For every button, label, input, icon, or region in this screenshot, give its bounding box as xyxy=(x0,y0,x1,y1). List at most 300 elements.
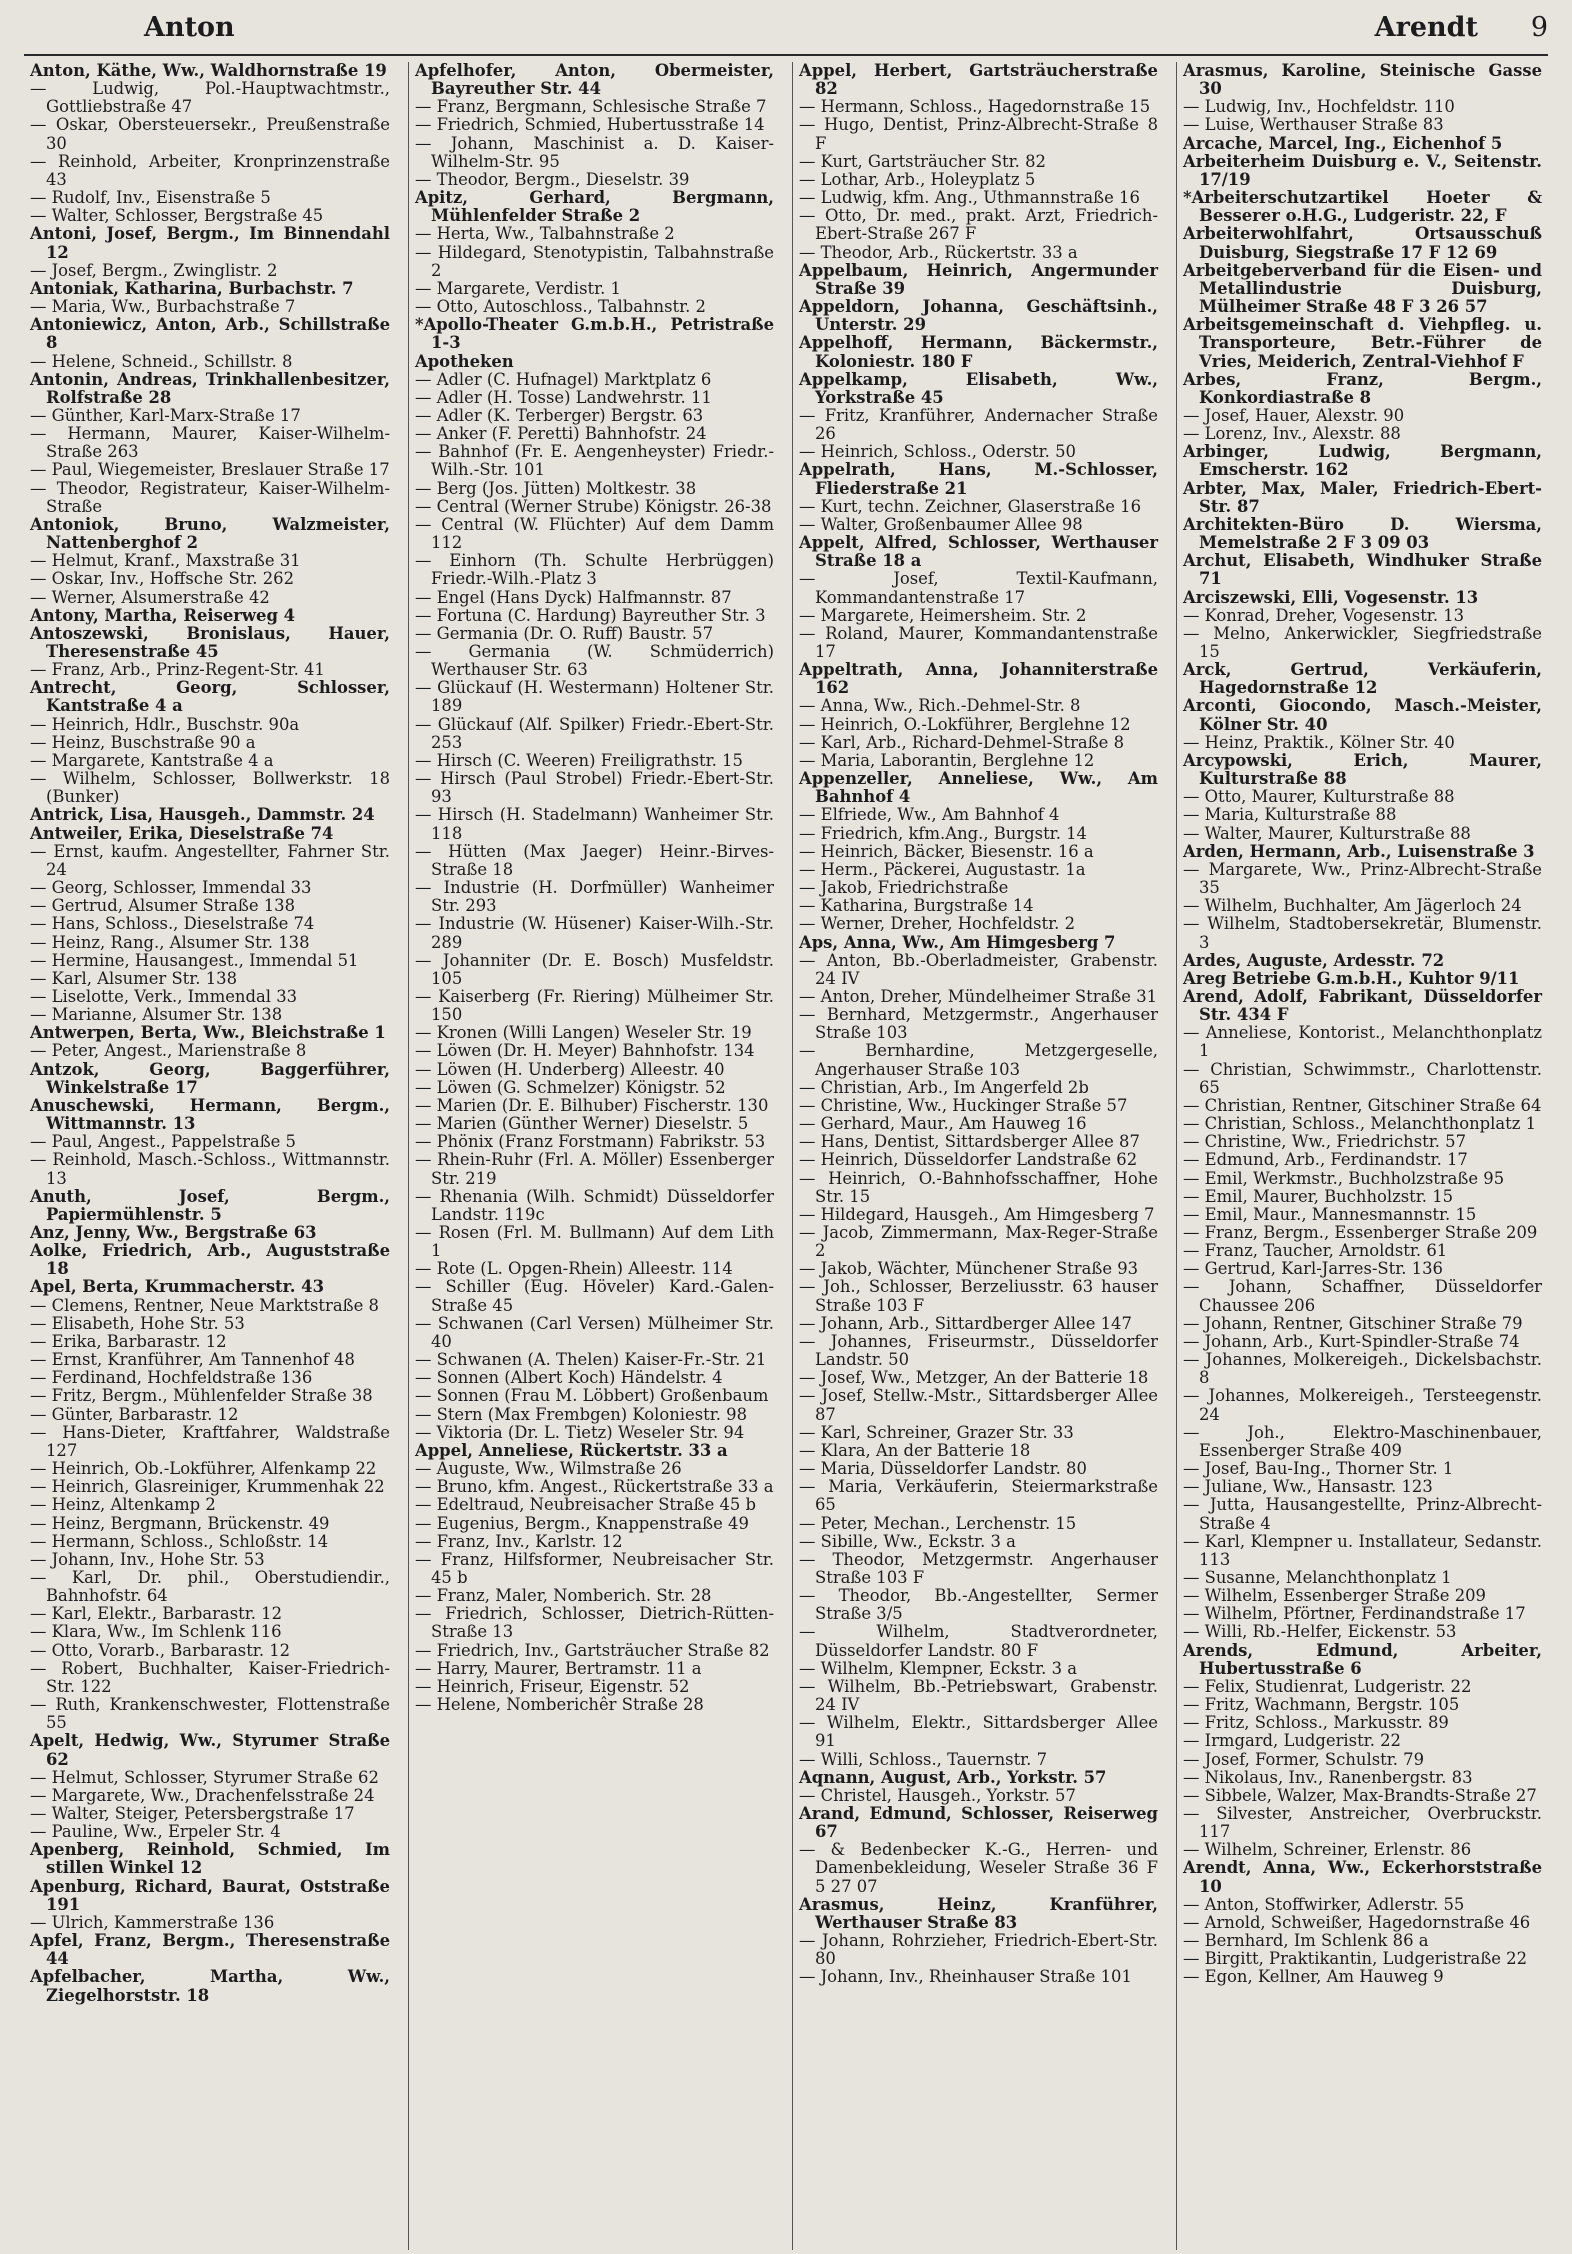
directory-entry: — Theodor, Arb., Rückertstr. 33 a xyxy=(799,242,1078,262)
directory-entry: — Irmgard, Ludgeristr. 22 xyxy=(1183,1731,1401,1751)
directory-entry: — Robert, Buchhalter, Kaiser-Friedrich-Str. 122 xyxy=(30,1658,390,1696)
directory-entry: — Erika, Barbarastr. 12 xyxy=(30,1331,227,1351)
directory-entry: Aps, Anna, Ww., Am Himgesberg 7 xyxy=(799,932,1116,952)
directory-entry: — Hans-Dieter, Kraftfahrer, Waldstraße 127 xyxy=(30,1422,390,1460)
directory-entry: — Johannes, Friseurmstr., Düsseldorfer Landstr. 50 xyxy=(799,1331,1158,1370)
directory-entry: — Ernst, Kranführer, Am Tannenhof 48 xyxy=(30,1350,355,1370)
directory-entry: Aqnann, August, Arb., Yorkstr. 57 xyxy=(799,1767,1107,1787)
directory-entry: — Anton, Bb.-Oberladmeister, Grabenstr. 24 IV xyxy=(799,950,1158,988)
directory-entry: Arcypowski, Erich, Maurer, Kulturstraße 88 xyxy=(1183,750,1542,789)
directory-entry: — Otto, Vorarb., Barbarastr. 12 xyxy=(30,1640,291,1660)
directory-entry: — Hermann, Schloss., Hagedornstraße 15 xyxy=(799,97,1151,117)
directory-entry: — Josef, Former, Schulstr. 79 xyxy=(1183,1749,1424,1769)
directory-entry: — Silvester, Anstreicher, Overbruckstr. 117 xyxy=(1183,1804,1542,1842)
directory-entry: Antoniewicz, Anton, Arb., Schillstraße 8 xyxy=(30,315,390,353)
directory-entry: Apfelhofer, Anton, Obermeister, Bayreuther Str. 44 xyxy=(415,62,774,99)
directory-entry: — Theodor, Registrateur, Kaiser-Wilhelm-Straße xyxy=(30,478,390,516)
column-4 xyxy=(1176,62,1548,2250)
directory-entry: — Hirsch (Paul Strobel) Friedr.-Ebert-Str. 93 xyxy=(415,769,774,807)
directory-entry: — Margarete, Ww., Drachenfelsstraße 24 xyxy=(30,1785,375,1805)
directory-entry: Appel, Herbert, Gartsträucherstraße 82 xyxy=(799,62,1158,99)
directory-entry: — Edeltraud, Neubreisacher Straße 45 b xyxy=(415,1495,757,1515)
directory-entry: — Hermine, Hausangest., Immendal 51 xyxy=(30,950,359,970)
directory-entry: — Central (Werner Strube) Königstr. 26-38 xyxy=(415,496,772,516)
directory-entry: — Marianne, Alsumer Str. 138 xyxy=(30,1005,283,1025)
directory-entry: — Glückauf (Alf. Spilker) Friedr.-Ebert-Str. 253 xyxy=(415,714,774,752)
directory-entry: — Konrad, Dreher, Vogesenstr. 13 xyxy=(1183,605,1465,625)
directory-entry: — Heinrich, Friseur, Eigenstr. 52 xyxy=(415,1676,690,1696)
directory-entry: — Josef, Bergm., Zwinglistr. 2 xyxy=(30,260,278,280)
directory-entry: — Franz, Maler, Nomberich. Str. 28 xyxy=(415,1586,712,1606)
directory-entry: — Wilhelm, Essenberger Straße 209 xyxy=(1183,1586,1486,1606)
directory-entry: — Bahnhof (Fr. E. Aengenheyster) Friedr.-Wilh.-Str. 101 xyxy=(415,442,774,480)
directory-entry: — Juliane, Ww., Hansastr. 123 xyxy=(1183,1477,1433,1497)
directory-entry: — Theodor, Bb.-Angestellter, Sermer Straße 3/5 xyxy=(799,1586,1158,1624)
directory-entry: — Karl, Dr. phil., Oberstudiendir., Bahnhofstr. 64 xyxy=(30,1567,390,1606)
directory-entry: Arbeiterheim Duisburg e. V., Seitenstr. 17/19 xyxy=(1183,151,1542,189)
directory-entry: — Herta, Ww., Talbahnstraße 2 xyxy=(415,224,675,244)
directory-entry: — Heinrich, Schloss., Oderstr. 50 xyxy=(799,442,1076,462)
directory-entry: — Karl, Arb., Richard-Dehmel-Straße 8 xyxy=(799,732,1124,752)
directory-entry: — Willi, Schloss., Tauernstr. 7 xyxy=(799,1749,1048,1769)
directory-entry: — Sonnen (Frau M. Löbbert) Großenbaum xyxy=(415,1386,769,1406)
directory-entry: — Bruno, kfm. Angest., Rückertstraße 33 a xyxy=(415,1477,774,1497)
directory-entry: — Theodor, Metzgermstr. Angerhauser Straße 103 F xyxy=(799,1549,1158,1587)
directory-entry: Arbinger, Ludwig, Bergmann, Emscherstr. 162 xyxy=(1183,442,1542,480)
directory-entry: — Glückauf (H. Westermann) Holtener Str. 189 xyxy=(415,678,774,716)
directory-entry: — Lothar, Arb., Holeyplatz 5 xyxy=(799,169,1036,189)
directory-entry: — Adler (H. Tosse) Landwehrstr. 11 xyxy=(415,387,712,407)
directory-entry: — Werner, Dreher, Hochfeldstr. 2 xyxy=(799,914,1076,934)
directory-entry: Antoni, Josef, Bergm., Im Binnendahl 12 xyxy=(30,224,390,262)
directory-entry: — Emil, Werkmstr., Buchholzstraße 95 xyxy=(1183,1168,1505,1188)
directory-entry: — Christian, Arb., Im Angerfeld 2b xyxy=(799,1077,1089,1097)
directory-entry: — Karl, Elektr., Barbarastr. 12 xyxy=(30,1604,283,1624)
directory-entry: — Sonnen (Albert Koch) Händelstr. 4 xyxy=(415,1368,723,1388)
directory-entry: Appeldorn, Johanna, Geschäftsinh., Unterstr. 29 xyxy=(799,297,1158,335)
directory-entry: — Fortuna (C. Hardung) Bayreuther Str. 3 xyxy=(415,605,766,625)
directory-entry: — Karl, Klempner u. Installateur, Sedanstr. 113 xyxy=(1183,1531,1542,1569)
directory-entry: — Johanniter (Dr. E. Bosch) Musfeldstr. 105 xyxy=(415,950,774,988)
directory-entry: — Adler (K. Terberger) Bergstr. 63 xyxy=(415,405,704,425)
directory-entry: Antrick, Lisa, Hausgeh., Dammstr. 24 xyxy=(30,805,375,825)
directory-entry: — Industrie (W. Hüsener) Kaiser-Wilh.-Str. 289 xyxy=(415,914,774,952)
directory-entry: — Klara, Ww., Im Schlenk 116 xyxy=(30,1622,282,1642)
directory-entry: — Gertrud, Alsumer Straße 138 xyxy=(30,896,296,916)
directory-entry: Arasmus, Heinz, Kranführer, Werthauser Straße 83 xyxy=(799,1894,1158,1932)
directory-entry: Appenzeller, Anneliese, Ww., Am Bahnhof 4 xyxy=(799,769,1158,807)
directory-entry: — Günther, Karl-Marx-Straße 17 xyxy=(30,405,301,425)
directory-entry: — Wilhelm, Stadtobersekretär, Blumenstr. 3 xyxy=(1183,914,1542,952)
directory-entry: — Bernhardine, Metzgergeselle, Angerhauser Straße 103 xyxy=(799,1041,1158,1079)
directory-entry: — Anna, Ww., Rich.-Dehmel-Str. 8 xyxy=(799,696,1081,716)
directory-entry: — & Bedenbecker K.-G., Herren- und Damenbekleidung, Weseler Straße 36 F 5 27 07 xyxy=(799,1840,1158,1896)
directory-entry: — Rhenania (Wilh. Schmidt) Düsseldorfer Landstr. 119c xyxy=(415,1186,774,1224)
directory-entry: — Emil, Maur., Mannesmannstr. 15 xyxy=(1183,1204,1477,1224)
directory-entry: Apelt, Hedwig, Ww., Styrumer Straße 62 xyxy=(30,1731,390,1769)
directory-entry: — Maria, Verkäuferin, Steiermarkstraße 65 xyxy=(799,1477,1158,1515)
directory-entry: Apel, Berta, Krummacherstr. 43 xyxy=(30,1277,324,1297)
directory-entry: — Wilhelm, Buchhalter, Am Jägerloch 24 xyxy=(1183,896,1522,916)
directory-entry: — Wilhelm, Pförtner, Ferdinandstraße 17 xyxy=(1183,1604,1526,1624)
directory-columns xyxy=(24,62,1548,2250)
directory-entry: — Anker (F. Peretti) Bahnhofstr. 24 xyxy=(415,424,707,444)
directory-entry: Appelkamp, Elisabeth, Ww., Yorkstraße 45 xyxy=(799,369,1158,407)
directory-entry: — Wilhelm, Schreiner, Erlenstr. 86 xyxy=(1183,1840,1472,1860)
directory-entry: — Birgitt, Praktikantin, Ludgeristraße 22 xyxy=(1183,1949,1528,1969)
directory-entry: — Heinz, Praktik., Kölner Str. 40 xyxy=(1183,732,1455,752)
directory-entry: — Walter, Maurer, Kulturstraße 88 xyxy=(1183,823,1471,843)
directory-entry: — Heinz, Rang., Alsumer Str. 138 xyxy=(30,932,310,952)
directory-entry: Anuth, Josef, Bergm., Papiermühlenstr. 5 xyxy=(30,1186,390,1224)
directory-entry: — Johannes, Molkereigeh., Tersteegenstr. 24 xyxy=(1183,1386,1542,1424)
directory-entry: — Theodor, Bergm., Dieselstr. 39 xyxy=(415,169,690,189)
directory-entry: — Herm., Päckerei, Augustastr. 1a xyxy=(799,859,1086,879)
column-1 xyxy=(24,62,396,2250)
directory-entry: — Bernhard, Im Schlenk 86 a xyxy=(1183,1931,1429,1951)
directory-entry: — Hildegard, Hausgeh., Am Himgesberg 7 xyxy=(799,1204,1155,1224)
directory-entry: — Anneliese, Kontorist., Melanchthonplatz 1 xyxy=(1183,1023,1542,1061)
directory-entry: — Elisabeth, Hohe Str. 53 xyxy=(30,1313,245,1333)
directory-entry: — Lorenz, Inv., Alexstr. 88 xyxy=(1183,424,1401,444)
directory-entry: — Schwanen (Carl Versen) Mülheimer Str. 40 xyxy=(415,1313,774,1351)
directory-entry: — Otto, Dr. med., prakt. Arzt, Friedrich-Ebert-Straße 267 F xyxy=(799,206,1158,244)
directory-entry: — Anton, Dreher, Mündelheimer Straße 31 xyxy=(799,986,1158,1006)
directory-entry: — Johann, Maschinist a. D. Kaiser-Wilhelm-Str. 95 xyxy=(415,133,774,171)
directory-entry: Apfel, Franz, Bergm., Theresenstraße 44 xyxy=(30,1931,390,1969)
directory-entry: — Friedrich, kfm.Ang., Burgstr. 14 xyxy=(799,823,1087,843)
directory-entry: — Walter, Schlosser, Bergstraße 45 xyxy=(30,206,324,226)
directory-entry: Antony, Martha, Reiserweg 4 xyxy=(30,605,296,625)
directory-entry: — Heinrich, Ob.-Lokführer, Alfenkamp 22 xyxy=(30,1459,377,1479)
directory-entry: — Johann, Inv., Hohe Str. 53 xyxy=(30,1549,265,1569)
directory-entry: — Löwen (Dr. H. Meyer) Bahnhofstr. 134 xyxy=(415,1041,755,1061)
directory-entry: — Stern (Max Frembgen) Koloniestr. 98 xyxy=(415,1404,748,1424)
directory-entry: Ardes, Auguste, Ardesstr. 72 xyxy=(1183,950,1445,970)
directory-entry: — Fritz, Wachmann, Bergstr. 105 xyxy=(1183,1695,1460,1715)
directory-entry: — Wilhelm, Schlosser, Bollwerkstr. 18 (Bunker) xyxy=(30,769,390,807)
directory-entry: — Josef, Bau-Ing., Thorner Str. 1 xyxy=(1183,1459,1454,1479)
directory-entry: — Franz, Bergmann, Schlesische Straße 7 xyxy=(415,97,767,117)
directory-entry: — Oskar, Obersteuersekr., Preußenstraße 30 xyxy=(30,115,390,153)
directory-entry: — Ernst, kaufm. Angestellter, Fahrner Str. 24 xyxy=(30,841,390,879)
directory-entry: — Margarete, Kantstraße 4 a xyxy=(30,750,274,770)
directory-entry: — Karl, Alsumer Str. 138 xyxy=(30,968,238,988)
directory-entry: — Otto, Maurer, Kulturstraße 88 xyxy=(1183,787,1455,807)
directory-entry: — Sibbele, Walzer, Max-Brandts-Straße 27 xyxy=(1183,1785,1537,1805)
directory-entry: — Heinrich, O.-Lokführer, Berglehne 12 xyxy=(799,714,1131,734)
directory-entry: — Franz, Bergm., Essenberger Straße 209 xyxy=(1183,1223,1538,1242)
directory-entry: Appel, Anneliese, Rückertstr. 33 a xyxy=(415,1440,728,1460)
directory-entry: — Heinz, Bergmann, Brückenstr. 49 xyxy=(30,1513,330,1533)
directory-entry: — Adler (C. Hufnagel) Marktplatz 6 xyxy=(415,369,712,389)
directory-entry: — Jutta, Hausangestellte, Prinz-Albrecht-Straße 4 xyxy=(1183,1495,1542,1533)
directory-entry: — Franz, Hilfsformer, Neubreisacher Str. 45 b xyxy=(415,1549,774,1587)
directory-entry: — Hirsch (C. Weeren) Freiligrathstr. 15 xyxy=(415,750,743,770)
directory-entry: Arbeiterwohlfahrt, Ortsausschuß Duisburg, Siegstraße 17 F 12 69 xyxy=(1183,224,1542,262)
directory-entry: Arbeitgeberverband für die Eisen- und Metallindustrie Duisburg, Mülheimer Straße 48 F 3 26 57 xyxy=(1183,260,1542,317)
directory-entry: — Marien (Dr. E. Bilhuber) Fischerstr. 130 xyxy=(415,1095,769,1115)
directory-entry: — Christian, Schloss., Melanchthonplatz 1 xyxy=(1183,1114,1537,1134)
directory-entry: Arand, Edmund, Schlosser, Reiserweg 67 xyxy=(799,1804,1158,1842)
directory-entry: Apfelbacher, Martha, Ww., Ziegelhorststr. 18 xyxy=(30,1967,390,2005)
directory-entry: Arasmus, Karoline, Steinische Gasse 30 xyxy=(1183,62,1542,99)
page-header xyxy=(24,6,1548,56)
directory-entry: — Ludwig, kfm. Ang., Uthmannstraße 16 xyxy=(799,188,1140,208)
directory-entry: — Walter, Steiger, Petersbergstraße 17 xyxy=(30,1804,355,1823)
directory-entry: — Helmut, Kranf., Maxstraße 31 xyxy=(30,551,301,571)
directory-entry: — Industrie (H. Dorfmüller) Wanheimer Str. 293 xyxy=(415,878,774,916)
directory-entry: — Paul, Wiegemeister, Breslauer Straße 17 xyxy=(30,460,390,480)
directory-entry: Arendt, Anna, Ww., Eckerhorststraße 10 xyxy=(1183,1858,1542,1896)
directory-entry: — Hildegard, Stenotypistin, Talbahnstraße 2 xyxy=(415,242,774,280)
directory-entry: — Central (W. Flüchter) Auf dem Damm 112 xyxy=(415,514,774,553)
directory-entry: Appelhoff, Hermann, Bäckermstr., Koloniestr. 180 F xyxy=(799,333,1158,371)
directory-entry: — Arnold, Schweißer, Hagedornstraße 46 xyxy=(1183,1912,1531,1932)
directory-entry: — Rudolf, Inv., Eisenstraße 5 xyxy=(30,188,271,208)
directory-entry: — Maria, Düsseldorfer Landstr. 80 xyxy=(799,1459,1087,1479)
directory-entry: — Reinhold, Masch.-Schloss., Wittmannstr. 13 xyxy=(30,1150,390,1188)
directory-entry: — Phönix (Franz Forstmann) Fabrikstr. 53 xyxy=(415,1132,766,1152)
directory-entry: — Hugo, Dentist, Prinz-Albrecht-Straße 8 F xyxy=(799,115,1158,153)
directory-entry: Antoszewski, Bronislaus, Hauer, Theresenstraße 45 xyxy=(30,623,390,661)
directory-entry: — Hermann, Schloss., Schloßstr. 14 xyxy=(30,1531,329,1551)
directory-entry: — Wilhelm, Klempner, Eckstr. 3 a xyxy=(799,1658,1077,1678)
directory-entry: Arcache, Marcel, Ing., Eichenhof 5 xyxy=(1183,133,1503,153)
directory-entry: — Otto, Autoschloss., Talbahnstr. 2 xyxy=(415,297,706,317)
directory-entry: — Germania (Dr. O. Ruff) Baustr. 57 xyxy=(415,623,714,643)
directory-entry: — Josef, Stellw.-Mstr., Sittardsberger Allee 87 xyxy=(799,1386,1158,1424)
directory-entry: — Kronen (Willi Langen) Weseler Str. 19 xyxy=(415,1023,752,1043)
directory-entry: — Susanne, Melanchthonplatz 1 xyxy=(1183,1567,1452,1587)
directory-entry: — Kurt, techn. Zeichner, Glaserstraße 16 xyxy=(799,496,1142,516)
directory-entry: — Joh., Elektro-Maschinenbauer, Essenberger Straße 409 xyxy=(1183,1422,1542,1460)
directory-entry: — Maria, Laborantin, Berglehne 12 xyxy=(799,750,1095,770)
directory-entry: Apitz, Gerhard, Bergmann, Mühlenfelder Straße 2 xyxy=(415,188,774,226)
directory-entry: — Jakob, Friedrichstraße xyxy=(799,878,1009,898)
directory-entry: — Ferdinand, Hochfeldstraße 136 xyxy=(30,1368,313,1388)
directory-entry: Arconti, Giocondo, Masch.-Meister, Kölner Str. 40 xyxy=(1183,696,1542,734)
directory-entry: — Hans, Dentist, Sittardsberger Allee 87 xyxy=(799,1132,1140,1152)
directory-entry: — Kaiserberg (Fr. Riering) Mülheimer Str. 150 xyxy=(415,986,774,1025)
directory-entry: Arbes, Franz, Bergm., Konkordiastraße 8 xyxy=(1183,369,1542,407)
directory-entry: — Wilhelm, Stadtverordneter, Düsseldorfer Landstr. 80 F xyxy=(799,1622,1158,1660)
directory-entry: — Johann, Inv., Rheinhauser Straße 101 xyxy=(799,1967,1132,1987)
directory-entry: — Margarete, Ww., Prinz-Albrecht-Straße 35 xyxy=(1183,859,1542,898)
directory-entry: — Egon, Kellner, Am Hauweg 9 xyxy=(1183,1967,1444,1987)
directory-entry: — Karl, Schreiner, Grazer Str. 33 xyxy=(799,1422,1074,1442)
directory-entry: — Willi, Rb.-Helfer, Eickenstr. 53 xyxy=(1183,1622,1457,1642)
directory-entry: — Franz, Taucher, Arnoldstr. 61 xyxy=(1183,1241,1448,1261)
directory-entry: Areg Betriebe G.m.b.H., Kuhtor 9/11 xyxy=(1183,968,1520,988)
directory-entry: — Christine, Ww., Friedrichstr. 57 xyxy=(1183,1132,1467,1152)
directory-entry: — Helene, Schneid., Schillstr. 8 xyxy=(30,351,293,371)
directory-entry: — Rote (L. Opgen-Rhein) Alleestr. 114 xyxy=(415,1259,733,1279)
directory-entry: — Pauline, Ww., Erpeler Str. 4 xyxy=(30,1822,281,1842)
directory-entry: *Apollo-Theater G.m.b.H., Petristraße 1-3 xyxy=(415,315,774,353)
directory-entry: — Katharina, Burgstraße 14 xyxy=(799,896,1034,916)
directory-entry: — Christel, Hausgeh., Yorkstr. 57 xyxy=(799,1785,1076,1805)
column-2 xyxy=(408,62,780,2250)
directory-entry: Apotheken xyxy=(415,351,514,371)
directory-entry: Appelrath, Hans, M.-Schlosser, Fliederstraße 21 xyxy=(799,460,1158,498)
directory-entry: — Emil, Maurer, Buchholzstr. 15 xyxy=(1183,1186,1454,1206)
directory-entry: — Maria, Kulturstraße 88 xyxy=(1183,805,1397,825)
directory-entry: — Edmund, Arb., Ferdinandstr. 17 xyxy=(1183,1150,1468,1170)
directory-entry: Antweiler, Erika, Dieselstraße 74 xyxy=(30,823,334,843)
directory-entry: — Rhein-Ruhr (Frl. A. Möller) Essenberger Str. 219 xyxy=(415,1150,774,1188)
directory-entry: — Rosen (Frl. M. Bullmann) Auf dem Lith 1 xyxy=(415,1223,774,1261)
directory-entry: — Margarete, Heimersheim. Str. 2 xyxy=(799,605,1087,625)
directory-entry: — Helene, Nomberichêr Straße 28 xyxy=(415,1695,704,1715)
directory-entry: — Josef, Hauer, Alexstr. 90 xyxy=(1183,405,1405,425)
directory-entry: — Gertrud, Karl-Jarres-Str. 136 xyxy=(1183,1259,1443,1279)
directory-entry: — Walter, Großenbaumer Allee 98 xyxy=(799,514,1083,534)
directory-entry: — Heinrich, Hdlr., Buschstr. 90a xyxy=(30,714,300,734)
directory-entry: — Fritz, Schloss., Markusstr. 89 xyxy=(1183,1713,1449,1733)
directory-entry: — Luise, Werthauser Straße 83 xyxy=(1183,115,1444,135)
directory-entry: — Viktoria (Dr. L. Tietz) Weseler Str. 94 xyxy=(415,1422,745,1442)
directory-entry: — Peter, Angest., Marienstraße 8 xyxy=(30,1041,307,1061)
directory-entry: — Marien (Günther Werner) Dieselstr. 5 xyxy=(415,1114,749,1134)
directory-entry: — Friedrich, Inv., Gartsträucher Straße 82 xyxy=(415,1640,770,1660)
directory-entry: Appelt, Alfred, Schlosser, Werthauser Straße 18 a xyxy=(799,533,1158,571)
directory-entry: — Friedrich, Schmied, Hubertusstraße 14 xyxy=(415,115,765,135)
directory-entry: Antoniok, Bruno, Walzmeister, Nattenberghof 2 xyxy=(30,514,390,553)
header-first-entry: Anton xyxy=(144,12,235,43)
directory-entry: Aolke, Friedrich, Arb., Auguststraße 18 xyxy=(30,1241,390,1279)
directory-entry: — Einhorn (Th. Schulte Herbrüggen) Friedr.-Wilh.-Platz 3 xyxy=(415,551,774,589)
directory-entry: — Germania (W. Schmüderrich) Werthauser Str. 63 xyxy=(415,642,774,680)
directory-entry: — Hirsch (H. Stadelmann) Wanheimer Str. 118 xyxy=(415,805,774,843)
directory-entry: — Günter, Barbarastr. 12 xyxy=(30,1404,239,1424)
directory-entry: — Paul, Angest., Pappelstraße 5 xyxy=(30,1132,296,1152)
directory-entry: — Heinrich, Glasreiniger, Krummenhak 22 xyxy=(30,1477,385,1497)
directory-entry: — Schiller (Eug. Höveler) Kard.-Galen-Straße 45 xyxy=(415,1277,774,1315)
directory-entry: — Harry, Maurer, Bertramstr. 11 a xyxy=(415,1658,702,1678)
directory-entry: — Franz, Inv., Karlstr. 12 xyxy=(415,1531,623,1551)
directory-entry: — Reinhold, Arbeiter, Kronprinzenstraße 43 xyxy=(30,151,390,189)
directory-entry: Antoniak, Katharina, Burbachstr. 7 xyxy=(30,278,354,298)
directory-entry: Arck, Gertrud, Verkäuferin, Hagedornstraße 12 xyxy=(1183,660,1542,698)
directory-entry: — Auguste, Ww., Wilmstraße 26 xyxy=(415,1459,682,1479)
directory-entry: — Hermann, Maurer, Kaiser-Wilhelm-Straße 263 xyxy=(30,424,390,462)
directory-entry: — Johann, Rentner, Gitschiner Straße 79 xyxy=(1183,1313,1523,1333)
directory-entry: — Heinrich, O.-Bahnhofsschaffner, Hohe Str. 15 xyxy=(799,1168,1158,1206)
directory-entry: Anuschewski, Hermann, Bergm., Wittmannstr. 13 xyxy=(30,1095,390,1134)
directory-entry: — Josef, Ww., Metzger, An der Batterie 18 xyxy=(799,1368,1149,1388)
directory-entry: Antrecht, Georg, Schlosser, Kantstraße 4 a xyxy=(30,678,390,716)
directory-entry: — Ruth, Krankenschwester, Flottenstraße 55 xyxy=(30,1695,390,1733)
directory-entry: Anz, Jenny, Ww., Bergstraße 63 xyxy=(30,1223,317,1242)
directory-entry: Architekten-Büro D. Wiersma, Memelstraße 2 F 3 09 03 xyxy=(1183,514,1542,553)
column-3 xyxy=(792,62,1164,2250)
directory-entry: — Liselotte, Verk., Immendal 33 xyxy=(30,986,298,1006)
directory-entry: — Georg, Schlosser, Immendal 33 xyxy=(30,878,312,898)
directory-entry: — Felix, Studienrat, Ludgeristr. 22 xyxy=(1183,1676,1472,1696)
directory-entry: Arbeitsgemeinschaft d. Viehpfleg. u. Transporteure, Betr.-Führer de Vries, Meiderich, Zentral-Viehhof F xyxy=(1183,315,1542,371)
directory-entry: — Wilhelm, Elektr., Sittardsberger Allee 91 xyxy=(799,1713,1158,1751)
directory-entry: — Kurt, Gartsträucher Str. 82 xyxy=(799,151,1046,171)
directory-entry: Antzok, Georg, Baggerführer, Winkelstraße 17 xyxy=(30,1059,390,1097)
directory-entry: Arden, Hermann, Arb., Luisenstraße 3 xyxy=(1183,841,1535,861)
directory-entry: — Joh., Schlosser, Berzeliusstr. 63 hauser Straße 103 F xyxy=(799,1277,1158,1315)
directory-entry: — Ludwig, Pol.-Hauptwachtmstr., Gottliebstraße 47 xyxy=(30,79,390,117)
directory-entry: — Franz, Arb., Prinz-Regent-Str. 41 xyxy=(30,660,325,680)
directory-entry: Arends, Edmund, Arbeiter, Hubertusstraße 6 xyxy=(1183,1640,1542,1678)
directory-entry: — Johann, Schaffner, Düsseldorfer Chaussee 206 xyxy=(1183,1277,1542,1315)
directory-entry: — Heinz, Buschstraße 90 a xyxy=(30,732,256,752)
directory-entry: — Heinrich, Bäcker, Biesenstr. 16 a xyxy=(799,841,1094,861)
directory-entry: Archut, Elisabeth, Windhuker Straße 71 xyxy=(1183,551,1542,589)
directory-entry: — Johannes, Molkereigeh., Dickelsbachstr. 8 xyxy=(1183,1350,1542,1388)
directory-entry: — Jacob, Zimmermann, Max-Reger-Straße 2 xyxy=(799,1223,1158,1261)
directory-entry: — Fritz, Kranführer, Andernacher Straße 26 xyxy=(799,405,1158,444)
directory-entry: — Hans, Schloss., Dieselstraße 74 xyxy=(30,914,315,934)
directory-entry: — Klara, An der Batterie 18 xyxy=(799,1440,1031,1460)
directory-entry: — Josef, Textil-Kaufmann, Kommandantenstraße 17 xyxy=(799,569,1158,607)
page-number: 9 xyxy=(1530,12,1548,43)
directory-entry: — Werner, Alsumerstraße 42 xyxy=(30,587,270,607)
directory-entry: Apenburg, Richard, Baurat, Oststraße 191 xyxy=(30,1876,390,1914)
directory-entry: Arend, Adolf, Fabrikant, Düsseldorfer Str. 434 F xyxy=(1183,986,1542,1025)
directory-entry: — Helmut, Schlosser, Styrumer Straße 62 xyxy=(30,1767,379,1787)
directory-entry: — Roland, Maurer, Kommandantenstraße 17 xyxy=(799,623,1158,661)
directory-entry: — Wilhelm, Bb.-Petriebswart, Grabenstr. 24 IV xyxy=(799,1676,1158,1715)
directory-entry: — Eugenius, Bergm., Knappenstraße 49 xyxy=(415,1513,749,1533)
directory-entry: *Arbeiterschutzartikel Hoeter & Besserer o.H.G., Ludgeristr. 22, F xyxy=(1183,188,1542,226)
directory-entry: — Johann, Arb., Kurt-Spindler-Straße 74 xyxy=(1183,1331,1520,1351)
directory-entry: — Margarete, Verdistr. 1 xyxy=(415,278,621,298)
directory-entry: — Löwen (H. Underberg) Alleestr. 40 xyxy=(415,1059,725,1079)
directory-entry: — Johann, Rohrzieher, Friedrich-Ebert-Str. 80 xyxy=(799,1931,1158,1969)
directory-entry: — Peter, Mechan., Lerchenstr. 15 xyxy=(799,1513,1077,1533)
directory-entry: — Heinz, Altenkamp 2 xyxy=(30,1495,216,1515)
directory-entry: Apenberg, Reinhold, Schmied, Im stillen Winkel 12 xyxy=(30,1840,390,1878)
directory-entry: — Melno, Ankerwickler, Siegfriedstraße 15 xyxy=(1183,623,1542,661)
directory-entry: — Nikolaus, Inv., Ranenbergstr. 83 xyxy=(1183,1767,1473,1787)
directory-entry: Arbter, Max, Maler, Friedrich-Ebert-Str. 87 xyxy=(1183,478,1542,516)
directory-entry: — Ludwig, Inv., Hochfeldstr. 110 xyxy=(1183,97,1455,117)
header-last-entry: Arendt xyxy=(1374,12,1478,43)
directory-entry: — Schwanen (A. Thelen) Kaiser-Fr.-Str. 21 xyxy=(415,1350,767,1370)
directory-entry: — Maria, Ww., Burbachstraße 7 xyxy=(30,297,296,317)
directory-entry: — Fritz, Bergm., Mühlenfelder Straße 38 xyxy=(30,1386,373,1406)
directory-entry: — Christine, Ww., Huckinger Straße 57 xyxy=(799,1095,1128,1115)
directory-entry: — Berg (Jos. Jütten) Moltkestr. 38 xyxy=(415,478,697,498)
directory-entry: — Sibille, Ww., Eckstr. 3 a xyxy=(799,1531,1016,1551)
directory-entry: — Ulrich, Kammerstraße 136 xyxy=(30,1912,275,1932)
directory-entry: — Heinrich, Düsseldorfer Landstraße 62 xyxy=(799,1150,1138,1170)
directory-entry: — Hütten (Max Jaeger) Heinr.-Birves-Straße 18 xyxy=(415,841,774,879)
directory-entry: — Gerhard, Maur., Am Hauweg 16 xyxy=(799,1114,1087,1134)
directory-entry: Appelbaum, Heinrich, Angermunder Straße 39 xyxy=(799,260,1158,298)
directory-entry: Antwerpen, Berta, Ww., Bleichstraße 1 xyxy=(30,1023,386,1043)
directory-entry: — Friedrich, Schlosser, Dietrich-Rütten-Straße 13 xyxy=(415,1604,774,1642)
directory-entry: — Johann, Arb., Sittardberger Allee 147 xyxy=(799,1313,1132,1333)
directory-entry: — Christian, Schwimmstr., Charlottenstr. 65 xyxy=(1183,1059,1542,1097)
directory-entry: — Jakob, Wächter, Münchener Straße 93 xyxy=(799,1259,1139,1279)
directory-entry: Anton, Käthe, Ww., Waldhornstraße 19 xyxy=(30,62,387,80)
directory-entry: — Engel (Hans Dyck) Halfmannstr. 87 xyxy=(415,587,732,607)
directory-entry: — Clemens, Rentner, Neue Marktstraße 8 xyxy=(30,1295,379,1315)
directory-entry: Arciszewski, Elli, Vogesenstr. 13 xyxy=(1183,587,1479,607)
directory-entry: Antonin, Andreas, Trinkhallenbesitzer, Rolfstraße 28 xyxy=(30,369,390,407)
directory-entry: — Christian, Rentner, Gitschiner Straße 64 xyxy=(1183,1095,1542,1115)
directory-entry: — Anton, Stoffwirker, Adlerstr. 55 xyxy=(1183,1894,1465,1914)
directory-entry: — Elfriede, Ww., Am Bahnhof 4 xyxy=(799,805,1060,825)
directory-entry: Appeltrath, Anna, Johanniterstraße 162 xyxy=(799,660,1158,698)
